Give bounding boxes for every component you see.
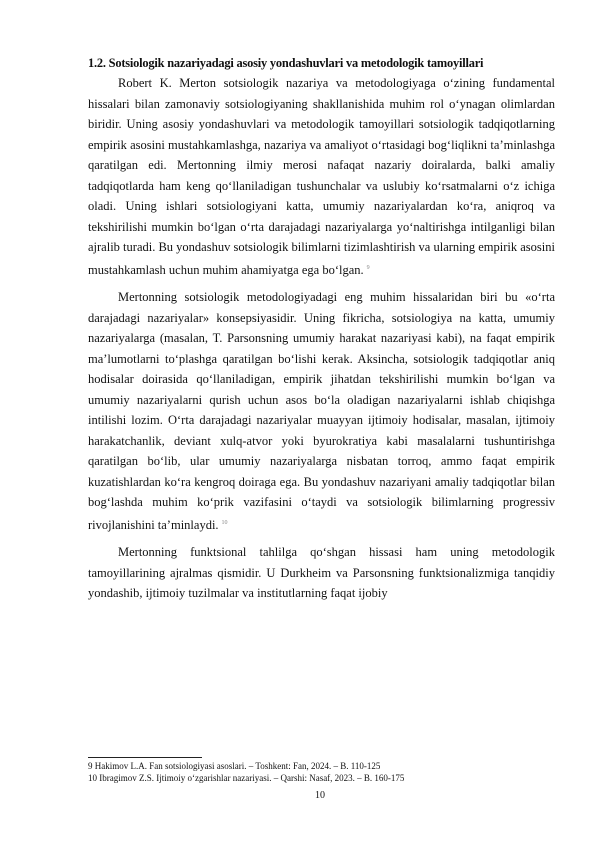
paragraph-1-text: Robert K. Merton sotsiologik nazariya va metodologiyaga oʻzining fundamental hissalari bilan zamonaviy sotsiologiyaning shakllanishida muhim rol oʻynagan olimlardan biridir. Uning asosiy yondashuvlari va metodologik tamoyillari sotsiologik tadqiqotlarning empirik asosini mustahkamlashga, nazariya va amaliyot oʻrtasidagi bogʻliqlikni taʼminlashga qaratilgan edi. Mertonning ilmiy merosi nafaqat nazariy doiralarda, balki amaliy tadqiqotlarda ham keng qoʻllaniladigan tushunchalar va uslubiy koʻrsatmalarni oʻz ichiga oladi. Uning ishlari sotsiologiyani katta, umumiy nazariyalardan koʻra, aniqroq va tekshirilishi mumkin boʻlgan oʻrta darajadagi nazariyalarga yoʻnaltirishga intilganligi bilan ajralib turadi. Bu yondashuv sotsiologik bilimlarni tizimlashtirish va ularning empirik asosini mustahkamlash uchun muhim ahamiyatga ega boʻlgan. bbox=[88, 76, 555, 277]
paragraph-2 bbox=[88, 287, 555, 535]
footnotes bbox=[88, 760, 548, 784]
paragraph-1 bbox=[88, 73, 555, 280]
page-number: 10 bbox=[315, 790, 325, 801]
footnote-9: 9 Hakimov L.A. Fan sotsiologiyasi asoslari. – Toshkent: Fan, 2024. – B. 110-125 bbox=[88, 761, 381, 771]
section-heading: 1.2. Sotsiologik nazariyadagi asosiy yondashuvlari va metodologik tamoyillari bbox=[88, 56, 484, 70]
footnote-ref-10: 10 bbox=[221, 519, 228, 526]
paragraph-3 bbox=[88, 542, 555, 604]
paragraph-3-text: Mertonning funktsional tahlilga qoʻshgan hissasi ham uning metodologik tamoyillarining ajralmas qismidir. U Durkheim va Parsonsning funktsionalizmiga tanqidiy yondashib, ijtimoiy tuzilmalar va institutlarning faqat ijobiy bbox=[88, 545, 555, 601]
footnote-ref-9: 9 bbox=[366, 264, 370, 271]
footnote-divider bbox=[88, 757, 202, 758]
paragraph-2-text: Mertonning sotsiologik metodologiyadagi eng muhim hissalaridan biri bu «oʻrta darajadagi nazariyalar» konsepsiyasidir. Uning fikricha, sotsiologiya na katta, umumiy nazariyalarga (masalan, T. Parsonsning umumiy harakat nazariyasi kabi), na faqat empirik maʼlumotlarni toʻplashga qaratilgan boʻlishi kerak. Aksincha, sotsiologik tadqiqotlar aniq hodisalar doirasida qoʻllaniladigan, empirik jihatdan tekshirilishi mumkin boʻlgan va umumiy nazariyalarni qurish uchun asos boʻla oladigan nazariyalarni ishlab chiqishga intilishi lozim. Oʻrta darajadagi nazariyalar muayyan ijtimoiy hodisalar, masalan, ijtimoiy harakatchanlik, deviant xulq-atvor yoki byurokratiya kabi masalalarni tushuntirishga qaratilgan boʻlib, ular umumiy nazariyalarga nisbatan torroq, ammo faqat empirik kuzatishlardan koʻra kengroq doiraga ega. Bu yondashuv nazariyani amaliy tadqiqotlar bilan bogʻlashda muhim koʻprik vazifasini oʻtaydi va sotsiologik bilimlarning progressiv rivojlanishini taʼminlaydi. bbox=[88, 290, 555, 532]
body-text bbox=[88, 73, 555, 604]
footnote-10: 10 Ibragimov Z.S. Ijtimoiy oʻzgarishlar nazariyasi. – Qarshi: Nasaf, 2023. – B. 160-175 bbox=[88, 773, 405, 783]
